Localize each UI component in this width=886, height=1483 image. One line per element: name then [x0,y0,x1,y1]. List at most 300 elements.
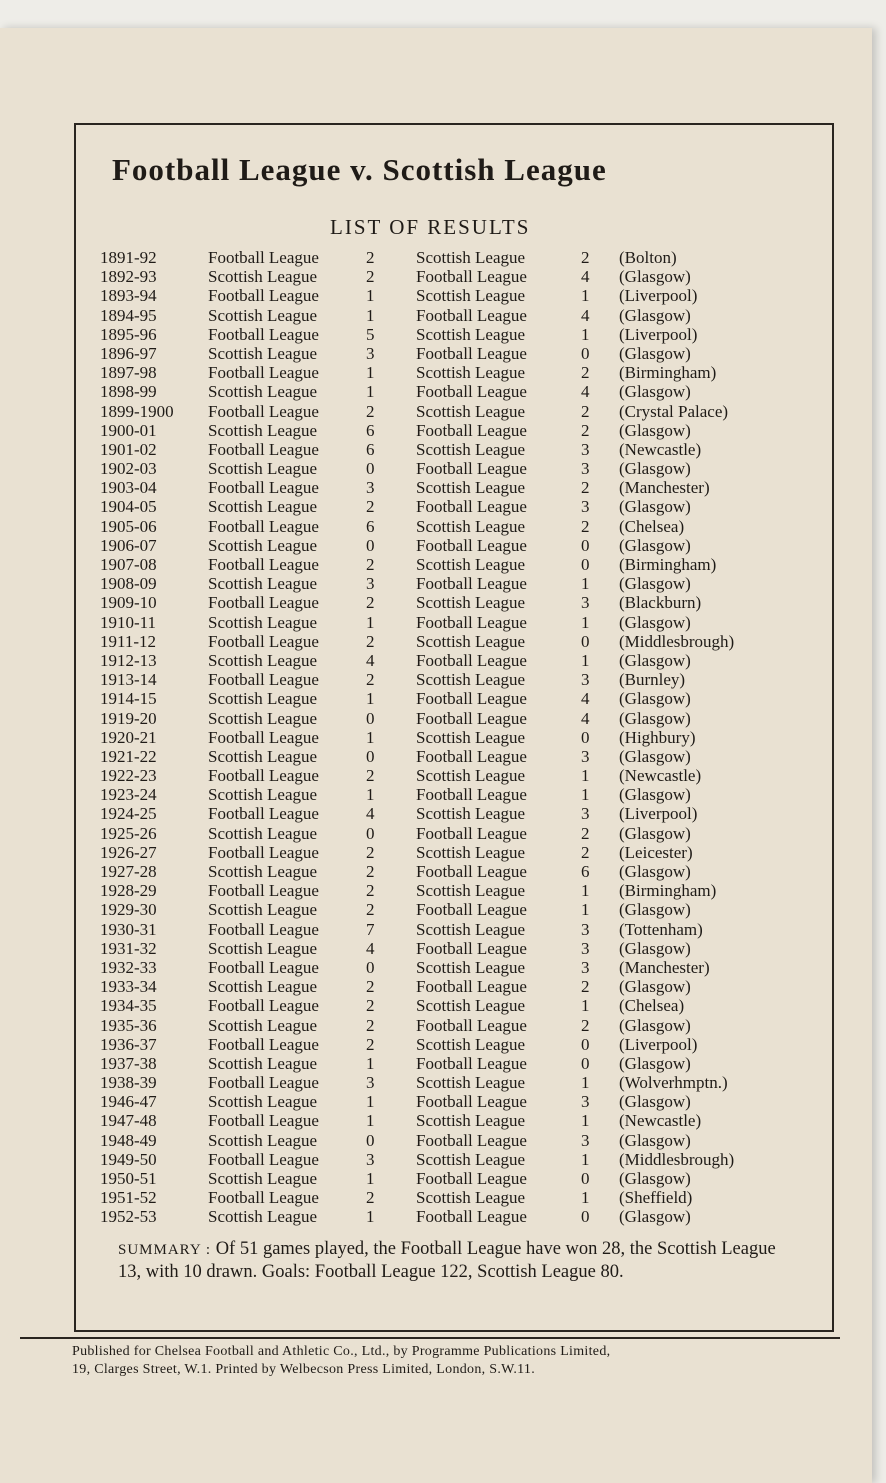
result-home-score: 4 [366,650,375,670]
result-away-score: 2 [581,420,590,440]
result-season: 1950-51 [100,1169,157,1188]
result-venue: (Newcastle) [619,439,702,459]
result-row [100,728,820,747]
result-season: 1914-15 [100,689,157,709]
result-away-score: 0 [581,1053,590,1073]
result-away-team: Scottish League [416,516,526,536]
page-subtitle: LIST OF RESULTS [330,215,531,239]
result-season: 1909-10 [100,593,157,613]
result-home-score: 6 [366,439,375,459]
result-home-team: Scottish League [208,420,318,440]
result-venue: (Glasgow) [619,1092,691,1112]
result-venue: (Glasgow) [619,823,691,843]
result-home-score: 4 [366,938,375,958]
result-row [100,939,820,958]
summary-label: SUMMARY : [118,1242,212,1258]
result-venue: (Birmingham) [619,363,717,383]
result-venue: (Bolton) [619,248,677,267]
result-row [100,325,820,344]
result-season: 1951-52 [100,1188,157,1208]
result-venue: (Manchester) [619,957,710,977]
result-home-score: 2 [366,555,375,574]
result-home-team: Scottish League [208,689,318,709]
result-away-team: Scottish League [416,804,526,824]
result-home-team: Football League [208,881,319,901]
result-venue: (Glasgow) [619,1015,691,1035]
result-venue: (Crystal Palace) [619,401,729,421]
result-season: 1903-04 [100,478,157,498]
result-home-score: 2 [366,267,375,287]
result-row [100,670,820,689]
result-home-score: 2 [366,401,375,421]
result-home-score: 2 [366,1034,375,1054]
result-away-team: Football League [416,900,527,920]
result-season: 1926-27 [100,842,157,862]
result-row [100,1016,820,1035]
result-home-score: 2 [366,593,375,613]
result-home-score: 2 [366,670,375,690]
result-season: 1952-53 [100,1207,157,1227]
result-venue: (Manchester) [619,478,710,498]
result-away-score: 3 [581,804,590,824]
result-away-score: 3 [581,938,590,958]
result-away-team: Scottish League [416,727,526,747]
publisher-footer [72,1343,802,1379]
result-row [100,1131,820,1150]
result-venue: (Glasgow) [619,1207,691,1227]
result-venue: (Middlesbrough) [619,631,735,651]
result-away-score: 2 [581,401,590,421]
result-away-score: 2 [581,248,590,267]
result-home-score: 2 [366,1188,375,1208]
result-away-team: Football League [416,977,527,997]
result-home-score: 6 [366,420,375,440]
result-away-team: Scottish League [416,919,526,939]
result-away-team: Scottish League [416,842,526,862]
result-away-team: Football League [416,420,527,440]
result-row [100,1207,820,1226]
result-away-team: Football League [416,497,527,517]
result-venue: (Glasgow) [619,689,691,709]
result-away-team: Football League [416,1207,527,1227]
result-away-team: Scottish League [416,401,526,421]
result-away-score: 0 [581,1207,590,1227]
result-season: 1935-36 [100,1015,157,1035]
result-row [100,402,820,421]
result-away-score: 0 [581,1169,590,1188]
result-away-score: 3 [581,670,590,690]
result-home-team: Football League [208,1034,319,1054]
result-season: 1891-92 [100,248,157,267]
result-home-score: 1 [366,286,375,306]
result-venue: (Glasgow) [619,746,691,766]
result-home-team: Scottish League [208,1092,318,1112]
result-venue: (Glasgow) [619,1053,691,1073]
result-home-team: Football League [208,727,319,747]
result-venue: (Glasgow) [619,938,691,958]
result-away-team: Football League [416,1092,527,1112]
result-venue: (Birmingham) [619,881,717,901]
result-season: 1932-33 [100,957,157,977]
result-away-score: 1 [581,881,590,901]
result-home-team: Football League [208,919,319,939]
result-venue: (Glasgow) [619,862,691,881]
summary-block [118,1238,778,1283]
result-home-team: Football League [208,324,319,344]
result-venue: (Chelsea) [619,516,685,536]
result-away-team: Scottish League [416,286,526,306]
result-venue: (Glasgow) [619,267,691,287]
result-home-score: 0 [366,957,375,977]
result-away-score: 1 [581,574,590,594]
result-row [100,363,820,382]
result-row [100,766,820,785]
result-away-score: 0 [581,535,590,555]
result-venue: (Glasgow) [619,708,691,728]
result-home-team: Football League [208,286,319,306]
result-venue: (Glasgow) [619,1169,691,1188]
result-row [100,881,820,900]
result-away-score: 2 [581,842,590,862]
result-away-score: 1 [581,766,590,786]
result-away-team: Scottish League [416,670,526,690]
footer-line-2: 19, Clarges Street, W.1. Printed by Welbecson Press Limited, London, S.W.11. [72,1362,536,1377]
result-season: 1910-11 [100,612,157,632]
result-home-team: Scottish League [208,382,318,402]
result-season: 1896-97 [100,343,157,363]
result-row [100,632,820,651]
footer-line-1: Published for Chelsea Football and Athletic Co., Ltd., by Programme Publications Limited, [72,1344,611,1359]
result-away-team: Football League [416,785,527,805]
result-home-team: Football League [208,401,319,421]
result-venue: (Glasgow) [619,535,691,555]
result-away-score: 2 [581,478,590,498]
result-home-score: 1 [366,612,375,632]
result-away-team: Football League [416,1169,527,1188]
result-home-score: 1 [366,727,375,747]
result-row [100,536,820,555]
result-away-team: Football League [416,823,527,843]
result-row [100,804,820,823]
result-away-team: Football League [416,459,527,479]
result-away-team: Scottish League [416,1034,526,1054]
result-home-score: 3 [366,343,375,363]
result-home-team: Scottish League [208,1015,318,1035]
result-away-team: Scottish League [416,631,526,651]
result-home-score: 0 [366,823,375,843]
result-season: 1904-05 [100,497,157,517]
result-venue: (Middlesbrough) [619,1149,735,1169]
result-away-score: 3 [581,459,590,479]
result-row [100,996,820,1015]
result-away-score: 6 [581,862,590,881]
result-venue: (Sheffield) [619,1188,693,1208]
result-home-team: Scottish League [208,305,318,325]
result-season: 1907-08 [100,555,157,574]
result-away-score: 1 [581,650,590,670]
result-home-score: 0 [366,1130,375,1150]
result-away-score: 2 [581,1015,590,1035]
result-season: 1927-28 [100,862,157,881]
result-venue: (Newcastle) [619,1111,702,1131]
result-home-team: Football League [208,766,319,786]
result-home-team: Scottish League [208,1169,318,1188]
result-away-score: 0 [581,631,590,651]
result-away-score: 3 [581,593,590,613]
result-venue: (Tottenham) [619,919,703,939]
result-home-score: 2 [366,842,375,862]
result-away-team: Scottish League [416,996,526,1016]
result-venue: (Glasgow) [619,1130,691,1150]
result-row [100,267,820,286]
result-home-score: 3 [366,1073,375,1093]
summary-text: Of 51 games played, the Football League have won 28, the Scottish League 13, with 10 drawn. Goals: Football League 122, Scottish League 80. [118,1239,776,1282]
result-away-score: 3 [581,1092,590,1112]
result-row [100,286,820,305]
result-away-team: Scottish League [416,957,526,977]
result-home-team: Football League [208,593,319,613]
result-away-team: Football League [416,1015,527,1035]
result-home-team: Scottish League [208,708,318,728]
result-season: 1906-07 [100,535,157,555]
result-away-score: 1 [581,1111,590,1131]
result-home-score: 5 [366,324,375,344]
result-home-score: 1 [366,1207,375,1227]
result-home-team: Football League [208,670,319,690]
result-venue: (Liverpool) [619,804,698,824]
result-row [100,1092,820,1111]
result-row [100,1035,820,1054]
result-venue: (Liverpool) [619,286,698,306]
result-venue: (Glasgow) [619,497,691,517]
result-home-score: 2 [366,881,375,901]
result-venue: (Glasgow) [619,785,691,805]
result-venue: (Glasgow) [619,574,691,594]
result-home-score: 1 [366,1169,375,1188]
result-row [100,593,820,612]
result-home-team: Scottish League [208,459,318,479]
result-home-team: Football League [208,516,319,536]
result-season: 1892-93 [100,267,157,287]
result-row [100,651,820,670]
result-home-score: 2 [366,497,375,517]
result-venue: (Liverpool) [619,1034,698,1054]
result-home-score: 0 [366,746,375,766]
result-season: 1908-09 [100,574,157,594]
result-away-score: 2 [581,823,590,843]
result-row [100,785,820,804]
result-season: 1893-94 [100,286,157,306]
result-row [100,843,820,862]
result-home-team: Football League [208,1111,319,1131]
result-away-score: 3 [581,439,590,459]
result-row [100,248,820,267]
result-away-team: Football League [416,305,527,325]
result-away-team: Scottish League [416,439,526,459]
result-away-team: Football League [416,612,527,632]
result-home-score: 2 [366,1015,375,1035]
result-row [100,977,820,996]
result-season: 1928-29 [100,881,157,901]
result-season: 1947-48 [100,1111,157,1131]
result-row [100,1169,820,1188]
result-season: 1920-21 [100,727,157,747]
result-row [100,344,820,363]
result-away-team: Football League [416,1130,527,1150]
result-home-score: 2 [366,248,375,267]
result-away-score: 4 [581,708,590,728]
result-away-score: 0 [581,555,590,574]
result-away-team: Football League [416,343,527,363]
result-away-score: 1 [581,1188,590,1208]
result-home-team: Scottish League [208,343,318,363]
result-home-team: Scottish League [208,900,318,920]
result-row [100,1073,820,1092]
result-away-team: Football League [416,535,527,555]
result-season: 1913-14 [100,670,157,690]
result-away-score: 3 [581,919,590,939]
result-home-team: Football League [208,439,319,459]
result-season: 1938-39 [100,1073,157,1093]
results-list [100,248,820,1227]
result-away-score: 4 [581,382,590,402]
result-season: 1936-37 [100,1034,157,1054]
result-away-score: 1 [581,785,590,805]
result-venue: (Burnley) [619,670,686,690]
result-row [100,747,820,766]
result-home-team: Scottish League [208,535,318,555]
result-season: 1911-12 [100,631,157,651]
result-home-score: 3 [366,574,375,594]
result-home-team: Scottish League [208,938,318,958]
result-away-score: 1 [581,996,590,1016]
result-home-score: 2 [366,766,375,786]
result-season: 1929-30 [100,900,157,920]
result-away-team: Scottish League [416,881,526,901]
result-home-team: Scottish League [208,823,318,843]
result-away-team: Football League [416,746,527,766]
result-away-team: Scottish League [416,1149,526,1169]
result-home-team: Football League [208,1149,319,1169]
result-home-team: Scottish League [208,612,318,632]
result-home-team: Football League [208,804,319,824]
result-away-score: 1 [581,900,590,920]
result-season: 1921-22 [100,746,157,766]
result-home-score: 1 [366,1092,375,1112]
result-away-team: Scottish League [416,478,526,498]
result-home-team: Scottish League [208,746,318,766]
result-home-score: 2 [366,862,375,881]
result-home-team: Football League [208,478,319,498]
result-row [100,862,820,881]
result-season: 1949-50 [100,1149,157,1169]
result-away-team: Football League [416,938,527,958]
result-venue: (Birmingham) [619,555,717,574]
result-away-score: 1 [581,286,590,306]
result-venue: (Liverpool) [619,324,698,344]
result-away-score: 1 [581,1073,590,1093]
result-season: 1894-95 [100,305,157,325]
result-row [100,1054,820,1073]
result-venue: (Glasgow) [619,977,691,997]
result-home-team: Football League [208,957,319,977]
result-row [100,709,820,728]
result-home-team: Football League [208,1073,319,1093]
result-away-score: 1 [581,612,590,632]
result-away-score: 0 [581,1034,590,1054]
result-venue: (Glasgow) [619,420,691,440]
result-home-team: Football League [208,1188,319,1208]
result-home-score: 1 [366,689,375,709]
result-venue: (Glasgow) [619,650,691,670]
result-home-team: Football League [208,631,319,651]
result-away-team: Scottish League [416,766,526,786]
result-away-score: 3 [581,957,590,977]
result-away-score: 3 [581,1130,590,1150]
result-row [100,478,820,497]
result-season: 1948-49 [100,1130,157,1150]
result-venue: (Chelsea) [619,996,685,1016]
result-home-team: Football League [208,363,319,383]
result-home-team: Scottish League [208,1053,318,1073]
result-season: 1912-13 [100,650,157,670]
result-away-score: 2 [581,363,590,383]
result-away-score: 0 [581,343,590,363]
result-home-team: Scottish League [208,1130,318,1150]
result-away-score: 2 [581,516,590,536]
result-home-team: Football League [208,842,319,862]
result-home-team: Scottish League [208,1207,318,1227]
result-row [100,517,820,536]
result-home-score: 1 [366,305,375,325]
result-row [100,459,820,478]
result-season: 1923-24 [100,785,157,805]
result-away-team: Football League [416,862,527,881]
result-away-team: Football League [416,708,527,728]
result-season: 1934-35 [100,996,157,1016]
result-season: 1897-98 [100,363,157,383]
result-row [100,958,820,977]
result-away-team: Scottish League [416,1111,526,1131]
result-venue: (Highbury) [619,727,696,747]
result-home-team: Scottish League [208,267,318,287]
result-venue: (Wolverhmptn.) [619,1073,728,1093]
result-away-team: Scottish League [416,1073,526,1093]
result-row [100,900,820,919]
result-season: 1900-01 [100,420,157,440]
result-season: 1925-26 [100,823,157,843]
result-away-team: Football League [416,1053,527,1073]
result-away-team: Scottish League [416,363,526,383]
result-season: 1933-34 [100,977,157,997]
result-home-score: 1 [366,1053,375,1073]
result-home-team: Scottish League [208,785,318,805]
result-away-team: Scottish League [416,555,526,574]
result-venue: (Newcastle) [619,766,702,786]
result-home-score: 1 [366,785,375,805]
result-venue: (Glasgow) [619,305,691,325]
result-row [100,440,820,459]
result-venue: (Leicester) [619,842,693,862]
result-row [100,1111,820,1130]
result-season: 1946-47 [100,1092,157,1112]
result-season: 1919-20 [100,708,157,728]
result-home-score: 7 [366,919,375,939]
result-venue: (Glasgow) [619,459,691,479]
result-away-score: 3 [581,746,590,766]
result-home-score: 1 [366,1111,375,1131]
result-season: 1899-1900 [100,401,174,421]
